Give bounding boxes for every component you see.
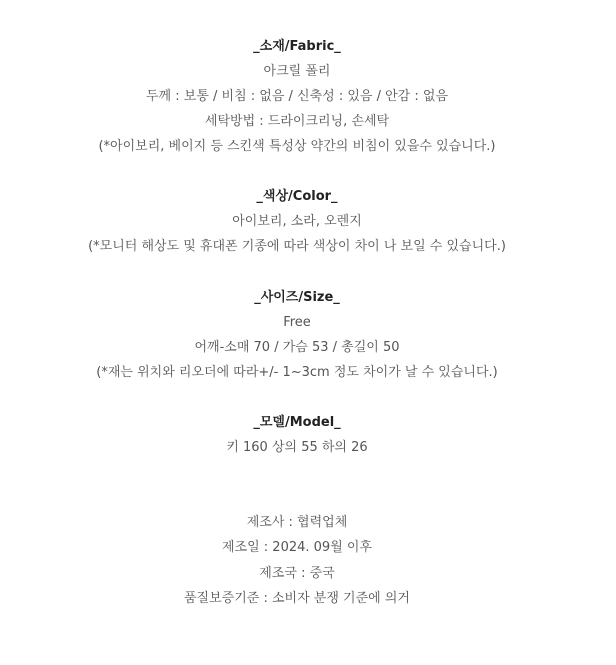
- size-free: Free: [283, 315, 311, 330]
- size-note: (*재는 위치와 리오더에 따라+/- 1~3cm 정도 차이가 날 수 있습니다.): [96, 365, 498, 380]
- size-heading: _사이즈/Size_: [254, 290, 340, 305]
- fabric-washing: 세탁방법 : 드라이크리닝, 손세탁: [204, 114, 390, 129]
- fabric-properties: 두께 : 보통 / 비침 : 없음 / 신축성 : 있음 / 안감 : 없음: [146, 89, 448, 104]
- color-options: 아이보리, 소라, 오렌지: [232, 214, 362, 229]
- info-country: 제조국 : 중국: [259, 566, 335, 581]
- fabric-heading: _소재/Fabric_: [253, 39, 341, 54]
- color-heading: _색상/Color_: [256, 189, 338, 204]
- model-specs: 키 160 상의 55 하의 26: [226, 440, 368, 455]
- fabric-note: (*아이보리, 베이지 등 스킨색 특성상 약간의 비침이 있을수 있습니다.): [98, 139, 496, 154]
- info-manufacturer: 제조사 : 협력업체: [246, 515, 348, 530]
- fabric-material: 아크릴 폴리: [263, 64, 331, 79]
- size-measurements: 어깨-소매 70 / 가슴 53 / 총길이 50: [194, 340, 400, 355]
- color-note: (*모니터 해상도 및 휴대폰 기종에 따라 색상이 차이 나 보일 수 있습니다.): [88, 239, 506, 254]
- info-manufacture-date: 제조일 : 2024. 09월 이후: [221, 540, 372, 555]
- model-heading: _모델/Model_: [253, 415, 341, 430]
- info-quality-standard: 품질보증기준 : 소비자 분쟁 기준에 의거: [184, 591, 410, 606]
